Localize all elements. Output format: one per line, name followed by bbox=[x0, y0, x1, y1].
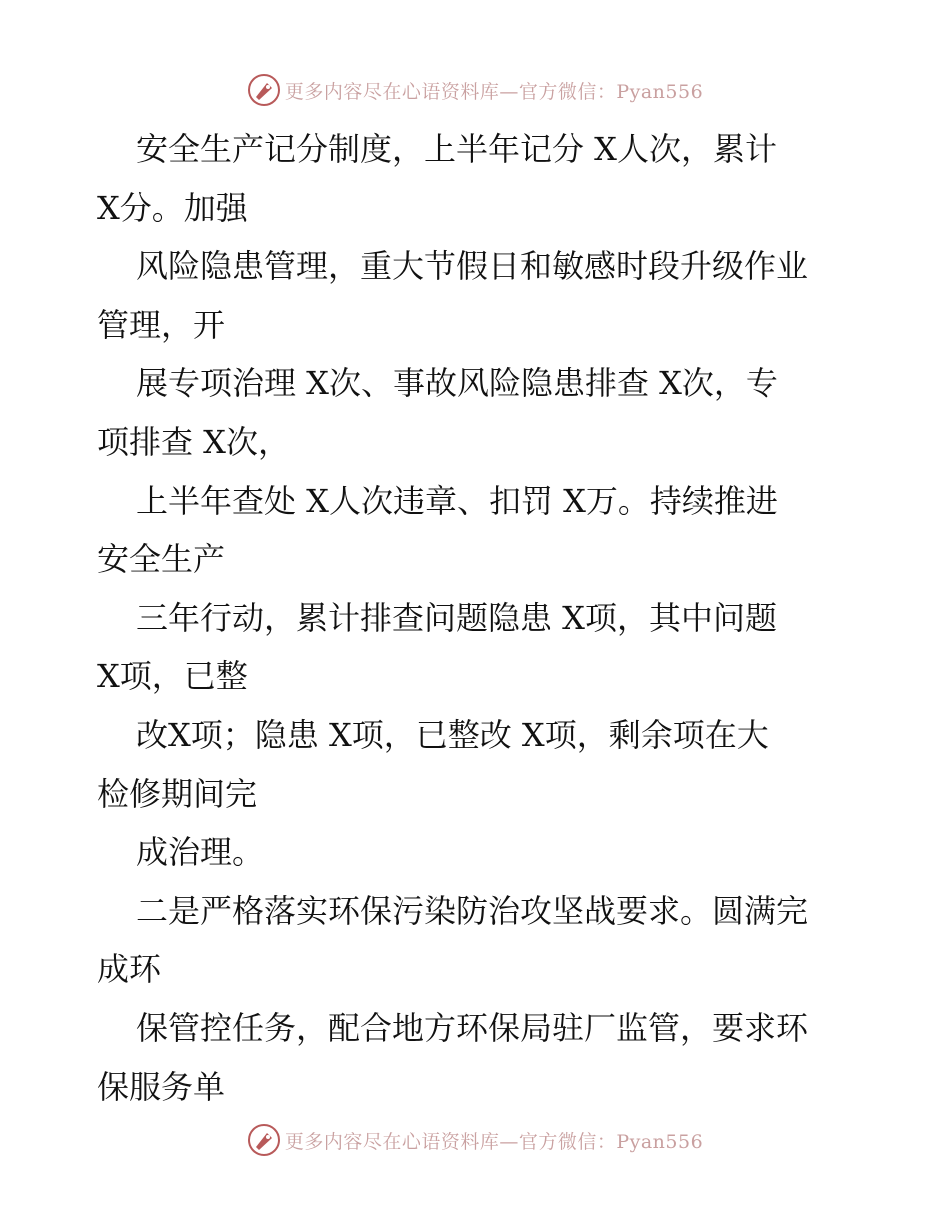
body-line: 改X项；隐患 X项，已整改 X项，剩余项在大 bbox=[136, 715, 769, 754]
body-line: 保管控任务，配合地方环保局驻厂监管，要求环 bbox=[136, 1008, 809, 1047]
pen-nib-logo-icon bbox=[247, 73, 281, 107]
body-line: 检修期间完 bbox=[97, 774, 258, 813]
header-watermark bbox=[0, 72, 950, 108]
footer-watermark-text: 更多内容尽在心语资料库—官方微信：Pyan556 bbox=[284, 1130, 704, 1153]
document-body bbox=[97, 120, 857, 1116]
footer-watermark bbox=[0, 1122, 950, 1158]
body-line: 上半年查处 X人次违章、扣罚 X万。持续推进 bbox=[136, 481, 778, 520]
header-watermark-text: 更多内容尽在心语资料库—官方微信：Pyan556 bbox=[284, 80, 704, 103]
body-line: 二是严格落实环保污染防治攻坚战要求。圆满完 bbox=[136, 891, 809, 930]
body-line: 保服务单 bbox=[97, 1067, 226, 1106]
body-line: 项排查 X次， bbox=[97, 422, 290, 461]
pen-nib-logo-icon bbox=[247, 1123, 281, 1157]
body-line: 成环 bbox=[97, 950, 162, 989]
body-line: 安全生产记分制度，上半年记分 X人次，累计 bbox=[136, 130, 777, 168]
body-line: 成治理。 bbox=[136, 833, 265, 872]
body-line: X分。加强 bbox=[97, 188, 248, 227]
body-line: 展专项治理 X次、事故风险隐患排查 X次，专 bbox=[136, 364, 778, 403]
body-line: X项，已整 bbox=[97, 657, 248, 696]
body-line: 安全生产 bbox=[97, 540, 226, 579]
body-line: 三年行动，累计排查问题隐患 X项，其中问题 bbox=[136, 598, 777, 637]
body-line: 风险隐患管理，重大节假日和敏感时段升级作业 bbox=[136, 247, 809, 286]
body-line: 管理，开 bbox=[97, 305, 226, 344]
